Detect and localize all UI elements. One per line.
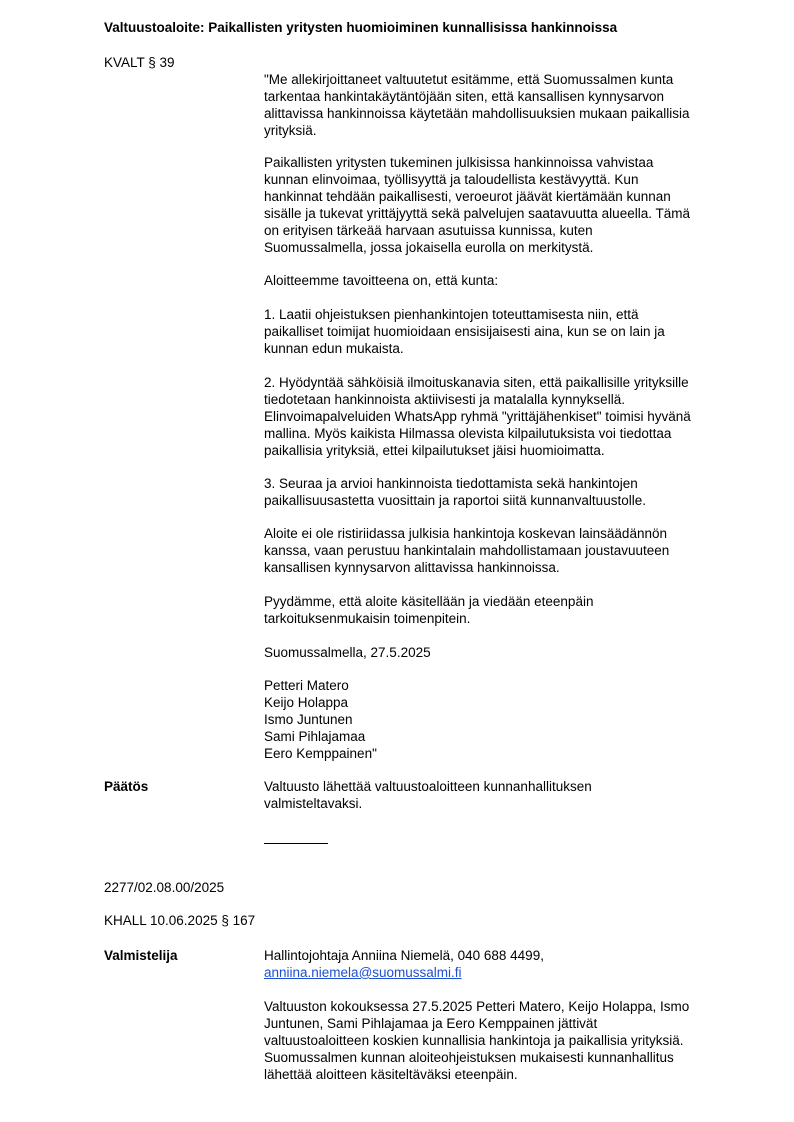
initiative-para-1 [264,72,736,140]
initiative-item-1 [264,307,736,358]
text-line: tarkoituksenmukaisin toimenpitein. [264,610,471,626]
text-line: paikallisia yrityksiä, ettei kilpailutukset jäisi huomioimatta. [264,442,605,458]
text-line: "Me allekirjoittaneet valtuutetut esitämme, että Suomussalmen kunta [264,72,674,87]
khall-reference: KHALL 10.06.2025 § 167 [104,913,256,928]
text-line: Valtuusto lähettää valtuustoaloitteen kunnanhallituksen [264,779,592,794]
initiative-para-request [264,594,736,628]
preparer-label: Valmistelija [104,948,178,963]
text-line: tiedotetaan hankinnoista aktiivisesti ja matalalla kynnyksellä. [264,391,625,407]
text-line: kunnan elinvoimaa, työllisyyttä ja taloudellista kestävyyttä. Kun [264,171,639,187]
text-line: Suomussalmella, 27.5.2025 [264,645,431,660]
text-line: 1. Laatii ohjeistuksen pienhankintojen toteuttamisesta niin, että [264,307,639,322]
signers-list [264,678,736,763]
text-line: paikallisuusastetta vuosittain ja raportoi siitä kunnanvaltuustolle. [264,492,646,508]
text-line: kansallisen kynnysarvon alittavissa hankinnoissa. [264,559,560,575]
text-line: alittavissa hankinnoissa käytetään mahdollisuuksien mukaan paikallisia [264,105,690,121]
kvalt-reference: KVALT § 39 [104,55,175,70]
text-line: Valtuuston kokouksessa 27.5.2025 Petteri Matero, Keijo Holappa, Ismo [264,999,690,1014]
initiative-para-legal [264,526,736,577]
text-line: kanssa, vaan perustuu hankintalain mahdollistamaan joustavuuteen [264,542,670,558]
text-line: Suomussalmen kunnan aloiteohjeistuksen mukaisesti kunnanhallitus [264,1049,674,1065]
text-line: Juntunen, Sami Pihlajamaa ja Eero Kemppainen jättivät [264,1015,598,1031]
text-line: hankinnat tehdään paikallisesti, veroeurot jäävät kiertämään kunnan [264,188,671,204]
document-title: Valtuustoaloite: Paikallisten yritysten huomioiminen kunnallisissa hankinnoissa [104,20,618,35]
initiative-item-2 [264,375,736,460]
signer-name: Keijo Holappa [264,694,349,710]
initiative-item-3 [264,476,736,510]
text-line: Elinvoimapalveluiden WhatsApp ryhmä "yrittäjähenkiset" toimisi hyvänä [264,408,691,424]
text-line: yrityksiä. [264,122,317,138]
text-line: on erityisen tärkeää harvaan asutuissa kunnissa, kuten [264,222,593,238]
preparer-contact [264,948,736,982]
place-date [264,645,736,662]
signer-name: Ismo Juntunen [264,711,353,727]
case-number: 2277/02.08.00/2025 [104,880,225,895]
decision-label: Päätös [104,779,149,794]
text-line: Aloitteemme tavoitteena on, että kunta: [264,273,499,288]
text-line: Suomussalmella, jossa jokaisella eurolla on merkitystä. [264,239,594,255]
text-line: Aloite ei ole ristiriidassa julkisia hankintoja koskevan lainsäädännön [264,526,667,541]
text-line: Paikallisten yritysten tukeminen julkisissa hankinnoissa vahvistaa [264,155,654,170]
preparer-paragraph [264,999,736,1084]
text-line: lähettää aloitteen käsiteltäväksi eteenpäin. [264,1066,518,1082]
text-line: tarkentaa hankintakäytäntöjään siten, että kansallisen kynnysarvon [264,88,664,104]
initiative-para-2 [264,155,736,256]
signer-name: Sami Pihlajamaa [264,728,366,744]
signer-name: Petteri Matero [264,678,349,693]
text-line: mallina. Myös kaikista Hilmassa olevista kilpailutuksista voi tiedottaa [264,425,672,441]
text-line: kunnan edun mukaista. [264,340,404,356]
preparer-email-link[interactable]: anniina.niemela@suomussalmi.fi [264,964,462,980]
text-line: valtuustoaloitteen koskien kunnallisia hankintoja ja paikallisia yrityksiä. [264,1032,684,1048]
text-line: valmisteltavaksi. [264,795,363,811]
decision-text [264,779,736,813]
signature-divider [264,843,328,844]
signer-name: Eero Kemppainen" [264,745,377,761]
text-line: sisälle ja tukevat yrittäjyyttä sekä palvelujen saatavuutta alueella. Tämä [264,205,690,221]
initiative-para-3 [264,273,736,290]
text-line: 3. Seuraa ja arvioi hankinnoista tiedottamista sekä hankintojen [264,476,638,491]
text-line: 2. Hyödyntää sähköisiä ilmoituskanavia siten, että paikallisille yrityksille [264,375,689,390]
preparer-name: Hallintojohtaja Anniina Niemelä, 040 688 4499, [264,948,544,963]
text-line: Pyydämme, että aloite käsitellään ja viedään eteenpäin [264,594,594,609]
text-line: paikalliset toimijat huomioidaan ensisijaisesti aina, kun se on lain ja [264,323,665,339]
